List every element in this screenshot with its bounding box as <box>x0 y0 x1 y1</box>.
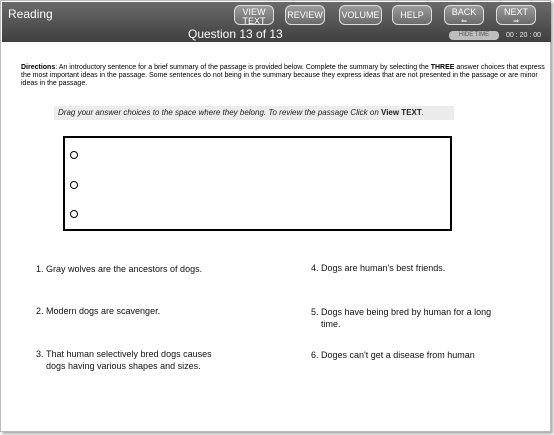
answer-choice-1[interactable] <box>36 263 266 275</box>
hide-time-button[interactable]: HIDE TIME <box>449 31 499 40</box>
answer-choice-6[interactable] <box>311 349 546 361</box>
choice-text-line1: That human selectively bred dogs causes <box>46 349 212 359</box>
answer-slot-2[interactable] <box>70 181 78 189</box>
summary-drop-area[interactable] <box>63 136 452 231</box>
choice-text: Modern dogs are scavenger. <box>46 306 161 316</box>
instruction-end: . <box>421 108 424 117</box>
directions-text-before: : An introductory sentence for a brief summary of the passage is provided below. Complete the summary by selecting the <box>55 64 431 71</box>
choice-number: 3. <box>36 349 44 359</box>
answer-choice-5[interactable] <box>311 306 546 331</box>
choice-number: 2. <box>36 306 44 316</box>
instruction-text: Drag your answer choices to the space where they belong. To review the passage Click on <box>58 108 381 117</box>
choice-text: Dogs are human's best friends. <box>321 263 446 273</box>
review-label: REVIEW <box>287 10 323 20</box>
directions-label: Directions <box>21 64 56 71</box>
top-toolbar <box>2 2 551 42</box>
view-text-button[interactable] <box>234 5 274 25</box>
choice-number: 4. <box>311 263 319 273</box>
next-button[interactable] <box>496 5 536 25</box>
choice-text-line1: Dogs have being bred by human for a long <box>321 307 492 317</box>
back-arrow-icon: ⇐ <box>461 18 467 25</box>
view-text-label-line1: VIEW <box>242 7 266 17</box>
volume-button[interactable] <box>339 5 382 25</box>
question-counter: Question 13 of 13 <box>188 27 283 41</box>
back-button[interactable] <box>444 5 484 25</box>
choice-number: 1. <box>36 264 44 274</box>
review-button[interactable] <box>285 5 325 25</box>
help-button[interactable] <box>392 5 432 25</box>
next-label: NEXT <box>503 7 528 17</box>
answer-choice-2[interactable] <box>36 305 266 317</box>
choice-number: 5. <box>311 307 319 317</box>
view-text-label-line2: TEXT <box>242 16 266 26</box>
choice-text-line2: time. <box>321 319 341 329</box>
directions-emphasis: THREE <box>430 64 455 71</box>
timer: 00 : 20 : 00 <box>506 32 542 39</box>
view-text-link[interactable]: View TEXT <box>381 108 422 117</box>
back-label: BACK <box>451 7 477 17</box>
help-label: HELP <box>400 10 424 20</box>
answer-choice-4[interactable] <box>311 262 541 274</box>
next-arrow-icon: ⇒ <box>513 18 519 25</box>
choice-text: Doges can't get a disease from human <box>321 350 475 360</box>
choice-number: 6. <box>311 350 319 360</box>
answer-choice-3[interactable] <box>36 348 266 373</box>
answer-slot-3[interactable] <box>70 210 78 218</box>
instruction-bar <box>54 106 454 120</box>
directions <box>21 64 551 88</box>
directions-text-after: answer choices that express the most important ideas in the passage. Some sentences do not being in the summary because they express ideas that are not presented in the passage or are minor ideas in the passage. <box>21 64 545 87</box>
volume-label: VOLUME <box>341 10 380 20</box>
app-title: Reading <box>8 7 53 21</box>
choice-text-line2: dogs having various shapes and sizes. <box>46 361 201 371</box>
choice-text: Gray wolves are the ancestors of dogs. <box>46 264 203 274</box>
answer-slot-1[interactable] <box>70 151 78 159</box>
